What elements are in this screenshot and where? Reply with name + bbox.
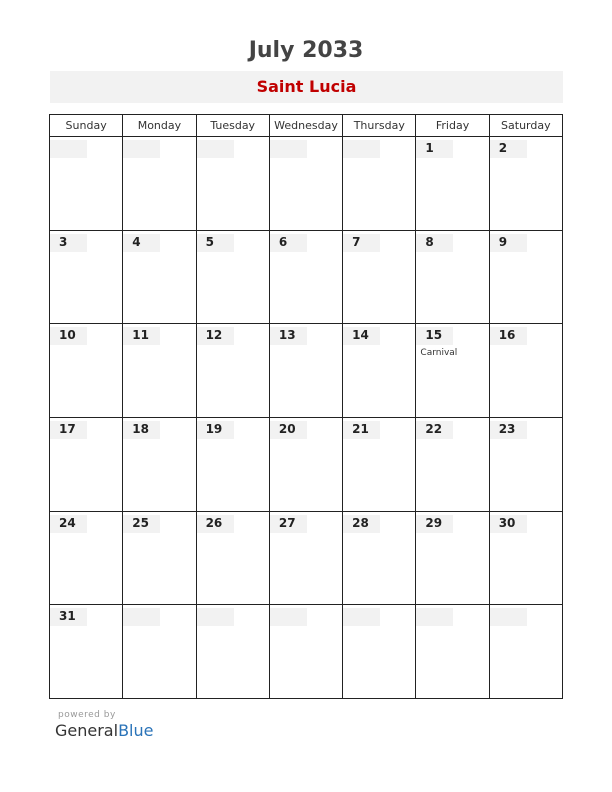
day-number: 31 xyxy=(59,609,76,624)
day-number: 21 xyxy=(352,421,369,436)
day-number: 20 xyxy=(278,421,296,436)
day-number-highlight xyxy=(270,234,307,252)
brand-general-text: General xyxy=(55,721,119,740)
day-number-highlight xyxy=(270,608,307,626)
day-cell[interactable] xyxy=(343,605,416,699)
day-number: 27 xyxy=(278,515,296,530)
day-number-highlight xyxy=(50,140,87,158)
day-number: 5 xyxy=(205,234,214,249)
day-number: 13 xyxy=(278,328,296,343)
day-number: 28 xyxy=(352,515,369,530)
brand-blue-text: Blue xyxy=(118,721,154,740)
page-title: July 2033 xyxy=(248,38,364,63)
day-cell[interactable] xyxy=(416,605,489,699)
day-cell[interactable] xyxy=(196,511,269,605)
day-number-highlight xyxy=(123,140,160,158)
day-number-highlight xyxy=(490,234,527,252)
day-cell[interactable] xyxy=(196,230,269,324)
day-number: 1 xyxy=(425,141,434,155)
day-cell[interactable] xyxy=(416,511,489,605)
weekday-header-row xyxy=(50,115,563,137)
day-number: 11 xyxy=(132,328,149,343)
day-number: 9 xyxy=(498,234,508,249)
day-number-highlight xyxy=(416,608,453,626)
day-cell[interactable] xyxy=(269,324,342,418)
day-cell[interactable] xyxy=(196,417,269,511)
day-cell[interactable] xyxy=(489,417,562,511)
day-cell[interactable] xyxy=(123,417,196,511)
day-number: 6 xyxy=(278,234,288,249)
day-number-highlight xyxy=(416,140,453,158)
day-number: 25 xyxy=(132,515,149,530)
day-cell[interactable] xyxy=(343,230,416,324)
brand-logo[interactable] xyxy=(55,721,153,740)
day-number: 22 xyxy=(425,421,443,436)
day-cell[interactable] xyxy=(269,605,342,699)
day-number: 16 xyxy=(498,328,516,343)
country-name: Saint Lucia xyxy=(256,77,357,96)
day-number: 4 xyxy=(132,234,141,249)
day-cell[interactable] xyxy=(489,230,562,324)
week-row xyxy=(50,417,563,511)
day-cell[interactable] xyxy=(489,324,562,418)
day-cell[interactable] xyxy=(269,417,342,511)
weekday-header: Friday xyxy=(416,115,489,137)
weekday-header: Saturday xyxy=(489,115,562,137)
weekday-header: Thursday xyxy=(343,115,416,137)
calendar-grid xyxy=(49,114,563,699)
week-row xyxy=(50,511,563,605)
day-cell[interactable] xyxy=(489,605,562,699)
day-number: 15 xyxy=(425,328,443,343)
day-cell[interactable] xyxy=(50,417,123,511)
day-number-highlight xyxy=(123,608,160,626)
day-number: 7 xyxy=(352,234,361,249)
day-number-highlight xyxy=(343,608,380,626)
day-cell[interactable] xyxy=(50,511,123,605)
day-number-highlight xyxy=(50,234,87,252)
day-cell[interactable] xyxy=(196,137,269,231)
week-row xyxy=(50,230,563,324)
powered-by-text: powered by xyxy=(58,710,116,720)
day-cell[interactable] xyxy=(123,324,196,418)
day-cell[interactable] xyxy=(50,230,123,324)
day-number: 18 xyxy=(132,421,149,436)
day-cell[interactable] xyxy=(269,230,342,324)
day-number: 29 xyxy=(425,515,443,530)
day-cell[interactable] xyxy=(416,137,489,231)
day-cell[interactable] xyxy=(123,511,196,605)
day-number: 17 xyxy=(59,421,76,436)
day-cell[interactable] xyxy=(343,511,416,605)
day-number-highlight xyxy=(197,140,234,158)
day-cell[interactable] xyxy=(196,324,269,418)
day-cell[interactable] xyxy=(416,417,489,511)
day-number: 26 xyxy=(205,515,223,530)
day-number-highlight xyxy=(490,140,527,158)
day-number-highlight xyxy=(123,234,160,252)
day-number-highlight xyxy=(197,608,234,626)
day-number: 3 xyxy=(59,234,68,249)
day-number-highlight xyxy=(490,608,527,626)
day-cell[interactable] xyxy=(196,605,269,699)
day-number-highlight xyxy=(416,234,453,252)
week-row xyxy=(50,324,563,418)
day-number: 2 xyxy=(498,141,508,155)
week-row xyxy=(50,605,563,699)
day-cell[interactable] xyxy=(343,137,416,231)
day-number: 23 xyxy=(498,421,516,436)
day-number-highlight xyxy=(270,140,307,158)
holiday-label: Carnival xyxy=(420,348,458,359)
week-row xyxy=(50,137,563,231)
day-cell[interactable] xyxy=(123,137,196,231)
day-number-highlight xyxy=(343,140,380,158)
day-cell[interactable] xyxy=(343,417,416,511)
day-cell[interactable] xyxy=(123,605,196,699)
day-number: 30 xyxy=(498,515,516,530)
day-number: 14 xyxy=(352,328,369,343)
weekday-header: Sunday xyxy=(50,115,123,137)
weekday-header: Monday xyxy=(123,115,196,137)
day-number-highlight xyxy=(343,234,380,252)
day-cell[interactable] xyxy=(416,324,489,418)
weekday-header: Tuesday xyxy=(196,115,269,137)
day-cell[interactable] xyxy=(123,230,196,324)
country-banner xyxy=(50,71,563,103)
day-number: 24 xyxy=(59,515,76,530)
day-cell[interactable] xyxy=(50,137,123,231)
day-number: 19 xyxy=(205,421,223,436)
day-cell[interactable] xyxy=(50,324,123,418)
day-cell[interactable] xyxy=(343,324,416,418)
day-cell[interactable] xyxy=(50,605,123,699)
day-number: 8 xyxy=(425,234,434,249)
day-cell[interactable] xyxy=(489,511,562,605)
day-number: 10 xyxy=(59,328,76,343)
day-number: 12 xyxy=(205,328,223,343)
day-number-highlight xyxy=(197,234,234,252)
weekday-header: Wednesday xyxy=(269,115,342,137)
day-cell[interactable] xyxy=(416,230,489,324)
day-cell[interactable] xyxy=(489,137,562,231)
day-cell[interactable] xyxy=(269,511,342,605)
day-cell[interactable] xyxy=(269,137,342,231)
